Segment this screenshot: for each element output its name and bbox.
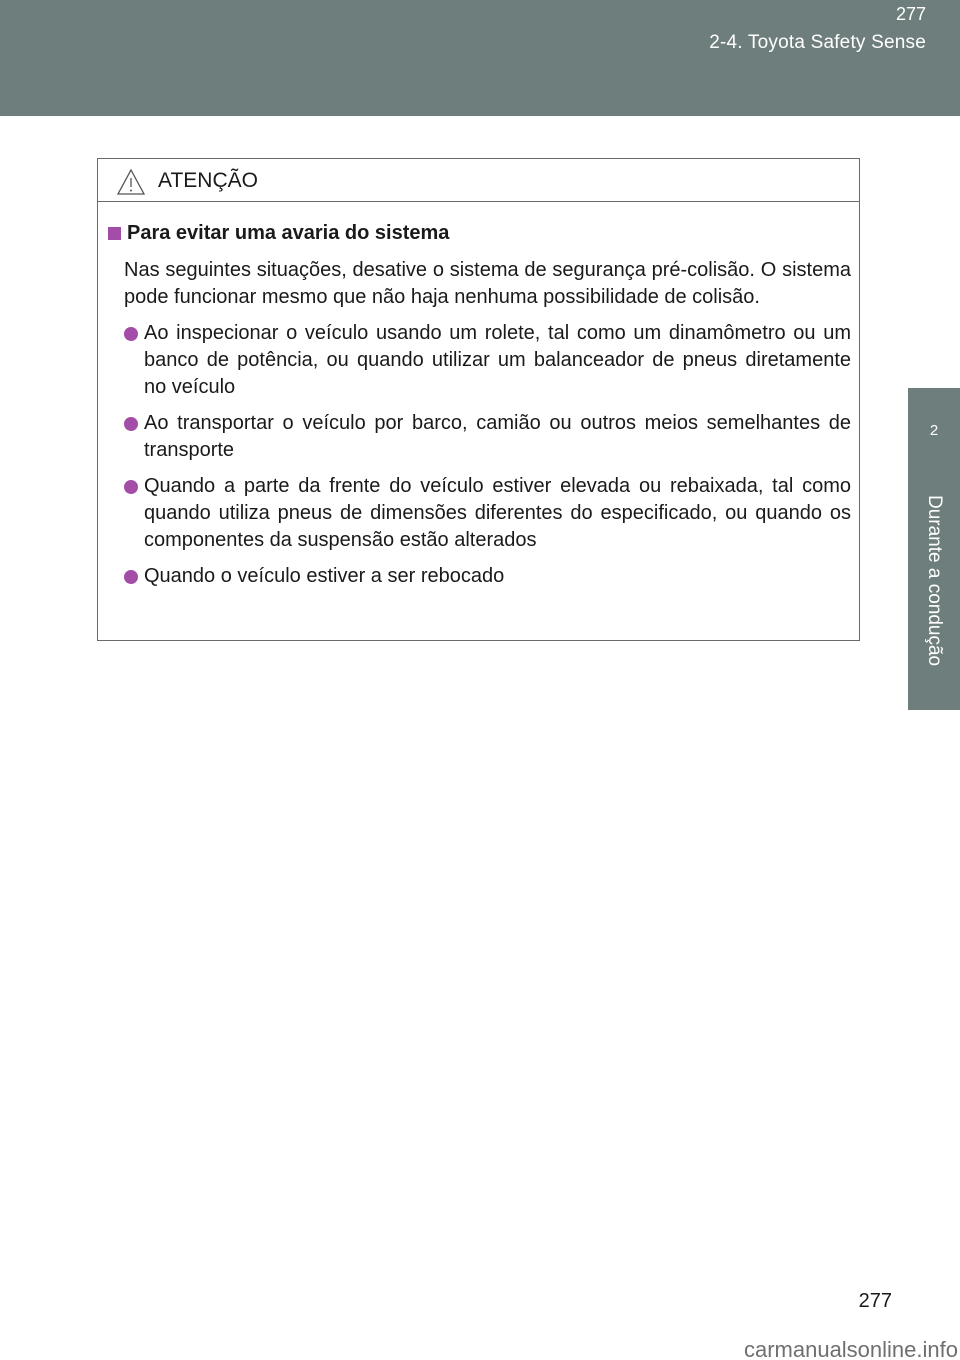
page-number: 277 (858, 1290, 892, 1312)
watermark: carmanualsonline.info (743, 1340, 958, 1360)
warning-header (98, 159, 859, 202)
list-item (108, 320, 851, 401)
warning-body (98, 202, 859, 590)
warning-subheading-text: Para evitar uma avaria do sistema (127, 222, 450, 244)
warning-intro: Nas seguintes situações, desative o sistema de segurança pré-colisão. O sistema pode funcionar mesmo que não haja nenhuma possibilidade de colisão. (124, 259, 851, 308)
list-item (108, 563, 851, 590)
chapter-title: Durante a condução (924, 495, 945, 667)
list-item (108, 410, 851, 464)
warning-box (97, 158, 860, 641)
list-item-text: Quando a parte da frente do veículo estiver elevada ou rebaixada, tal como quando utiliza pneus de dimensões diferentes do especificado, ou quando os componentes da suspensão estão alterados (144, 475, 851, 551)
list-item (108, 473, 851, 554)
round-bullet-icon (124, 417, 138, 431)
round-bullet-icon (124, 570, 138, 584)
warning-triangle-icon (116, 168, 146, 196)
warning-list (108, 320, 851, 590)
round-bullet-icon (124, 480, 138, 494)
list-item-text: Ao transportar o veículo por barco, camião ou outros meios semelhantes de transporte (144, 412, 851, 461)
page-header (0, 0, 960, 116)
header-page-number: 277 (895, 4, 926, 24)
round-bullet-icon (124, 327, 138, 341)
warning-subheading (108, 220, 851, 247)
chapter-tab (908, 388, 960, 490)
header-section-title: 2-4. Toyota Safety Sense (709, 32, 926, 53)
list-item-text: Quando o veículo estiver a ser rebocado (144, 565, 505, 587)
chapter-number: 2 (929, 422, 939, 439)
square-bullet-icon (108, 227, 121, 240)
list-item-text: Ao inspecionar o veículo usando um rolete, tal como um dinamômetro ou um banco de potência, ou quando utilizar um balanceador de pneus diretamente no veículo (144, 322, 851, 398)
warning-title: ATENÇÃO (158, 169, 258, 192)
